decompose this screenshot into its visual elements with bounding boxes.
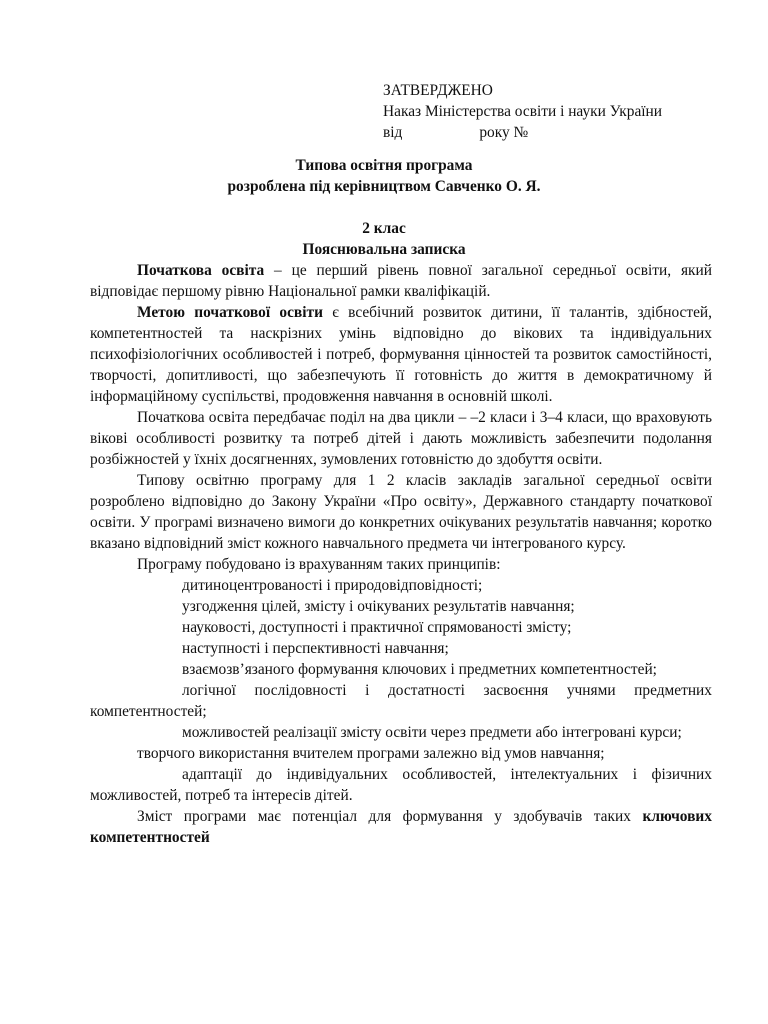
term-goal: Метою початкової освіти <box>137 304 323 321</box>
paragraph-definition-text: – це перший рівень повної загальної середньої освіти, який відповідає першому рівню Національної рамки кваліфікацій. <box>90 262 712 300</box>
principle-item: узгодження цілей, змісту і очікуваних результатів навчання; <box>182 598 575 615</box>
term-primary-education: Початкова освіта <box>137 262 265 279</box>
principle-item: наступності і перспективності навчання; <box>182 640 449 657</box>
paragraph-program-basis: Типову освітню програму для 1 2 класів закладів загальної середньої освіти розроблено відповідно до Закону України «Про освіту», Державного стандарту початкової освіти. У програмі визначено вимоги до конкретних очікуваних результатів навчання; коротко вказано відповідний зміст кожного навчального предмета чи інтегрованого курсу. <box>90 472 712 552</box>
principle-item: взаємозв’язаного формування ключових і предметних компетентностей; <box>182 661 657 678</box>
paragraph-cycles: Початкова освіта передбачає поділ на два цикли – –2 класи і 3–4 класи, що враховують вікові особливості розвитку та потреб дітей і дають можливість забезпечити подолання розбіжностей у їхніх досягненнях, зумовлених готовністю до здобуття освіти. <box>90 409 712 468</box>
principle-item: логічної послідовності і достатності засвоєння учнями предметних компетентностей; <box>90 682 712 720</box>
principle-item: адаптації до індивідуальних особливостей, інтелектуальних і фізичних можливостей, потреб та інтересів дітей. <box>90 766 712 804</box>
principle-item: науковості, доступності і практичної спрямованості змісту; <box>182 619 572 636</box>
document-body <box>90 260 712 848</box>
principle-item: можливостей реалізації змісту освіти через предмети або інтегровані курси; <box>182 724 682 741</box>
section-heading <box>0 218 768 260</box>
principle-item: творчого використання вчителем програми залежно від умов навчання; <box>137 745 605 762</box>
paragraph-goal <box>90 302 712 407</box>
paragraph-goal-text: є всебічний розвиток дитини, її талантів, здібностей, компетентностей та наскрізних умінь відповідно до вікових та індивідуальних психофізіологічних особливостей і потреб, формування цінностей та розвиток самостійності, творчості, допитливості, що забезпечують її готовність до життя в демократичному й інформаційному суспільстві, продовження навчання в основній школі. <box>90 304 713 405</box>
explanatory-note-heading: Пояснювальна записка <box>302 241 466 258</box>
paragraph-definition <box>90 260 712 302</box>
document-title <box>0 155 768 197</box>
title-line-2: розроблена під керівництвом Савченко О. Я. <box>227 178 541 195</box>
approval-heading: ЗАТВЕРДЖЕНО <box>383 82 493 99</box>
approval-date-number: від року № <box>383 124 529 141</box>
paragraph-key-competences <box>90 806 712 848</box>
title-line-1: Типова освітня програма <box>295 157 473 174</box>
paragraph-key-competences-text: Зміст програми має потенціал для формування у здобувачів таких <box>137 808 643 825</box>
principle-item: дитиноцентрованості і природовідповідності; <box>182 577 483 594</box>
term-key-competences: ключових компетентностей <box>90 808 712 846</box>
approval-order: Наказ Міністерства освіти і науки України <box>383 103 663 120</box>
approval-block <box>383 80 662 143</box>
paragraph-principles-intro: Програму побудовано із врахуванням таких принципів: <box>137 556 501 573</box>
grade-label: 2 клас <box>362 220 406 237</box>
